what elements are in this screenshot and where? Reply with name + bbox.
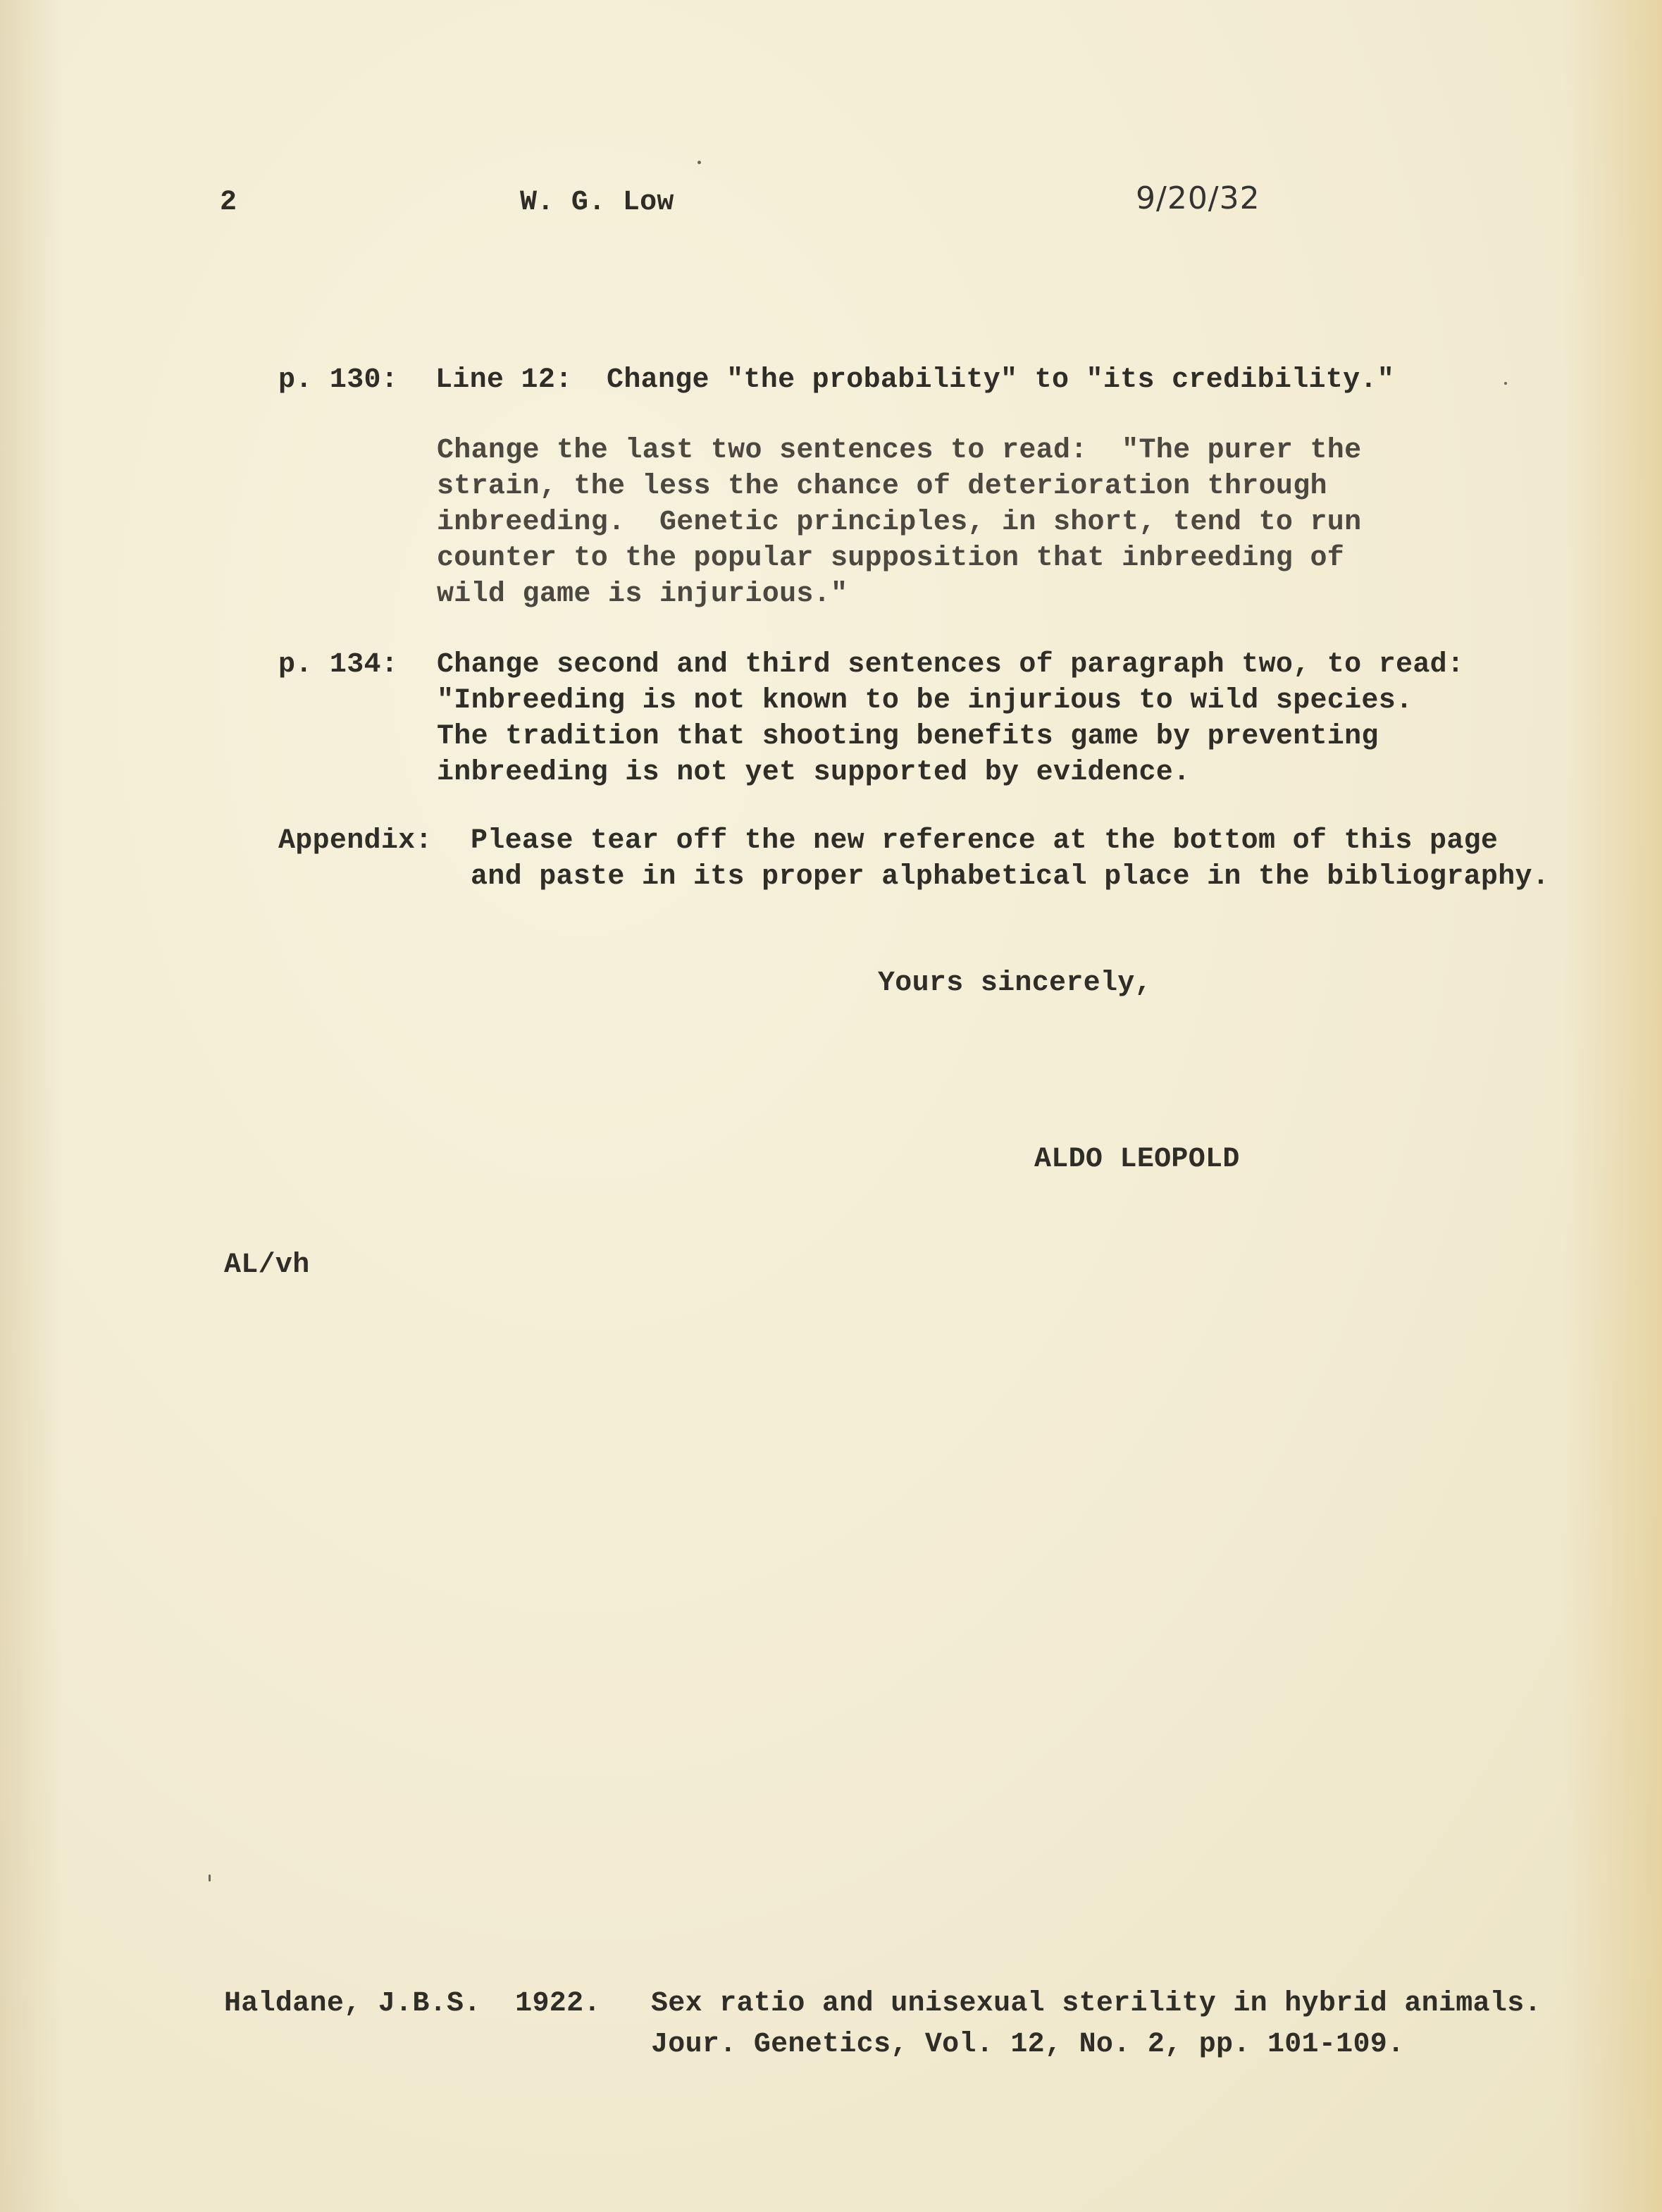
correction-p134-line-2: "Inbreeding is not known to be injurious to wild species.	[437, 685, 1413, 717]
closing-salutation: Yours sincerely,	[878, 968, 1152, 999]
paper-speck	[209, 1874, 211, 1882]
reference-title-line: Sex ratio and unisexual sterility in hybrid animals.	[651, 1988, 1542, 2020]
appendix-line-1: Please tear off the new reference at the bottom of this page	[471, 825, 1499, 857]
correction-label-p130: p. 130:	[278, 364, 399, 396]
correction-p130-text-line-5: wild game is injurious."	[437, 579, 848, 610]
reference-author-year: Haldane, J.B.S. 1922.	[224, 1988, 601, 2020]
correction-p130-text-line-2: strain, the less the chance of deterioration through	[437, 471, 1327, 502]
correction-label-p134: p. 134:	[278, 649, 399, 681]
appendix-line-2: and paste in its proper alphabetical place in the bibliography.	[471, 861, 1550, 893]
paper-speck	[1504, 382, 1507, 385]
signature-name: ALDO LEOPOLD	[1034, 1144, 1240, 1175]
correction-label-appendix: Appendix:	[278, 825, 433, 857]
paper-edge-shadow-left	[0, 0, 63, 2212]
addressee: W. G. Low	[520, 187, 674, 218]
correction-p130-line: Line 12: Change "the probability" to "its credibility."	[435, 364, 1395, 396]
paper-edge-shadow-right	[1563, 0, 1662, 2212]
correction-p130-text-line-1: Change the last two sentences to read: "The purer the	[437, 435, 1362, 467]
typist-initials: AL/vh	[224, 1249, 310, 1281]
letter-date: 9/20/32	[1136, 180, 1260, 216]
correction-p130-text-line-4: counter to the popular supposition that inbreeding of	[437, 543, 1345, 574]
paper-speck	[697, 161, 701, 164]
correction-p130-text-line-3: inbreeding. Genetic principles, in short, tend to run	[437, 507, 1362, 538]
page-number: 2	[220, 187, 237, 218]
reference-journal-line: Jour. Genetics, Vol. 12, No. 2, pp. 101-109.	[651, 2029, 1405, 2060]
correction-p134-line-4: inbreeding is not yet supported by evidence.	[437, 757, 1191, 789]
correction-p134-line-3: The tradition that shooting benefits game by preventing	[437, 721, 1379, 753]
correction-p134-line-1: Change second and third sentences of paragraph two, to read:	[437, 649, 1465, 681]
